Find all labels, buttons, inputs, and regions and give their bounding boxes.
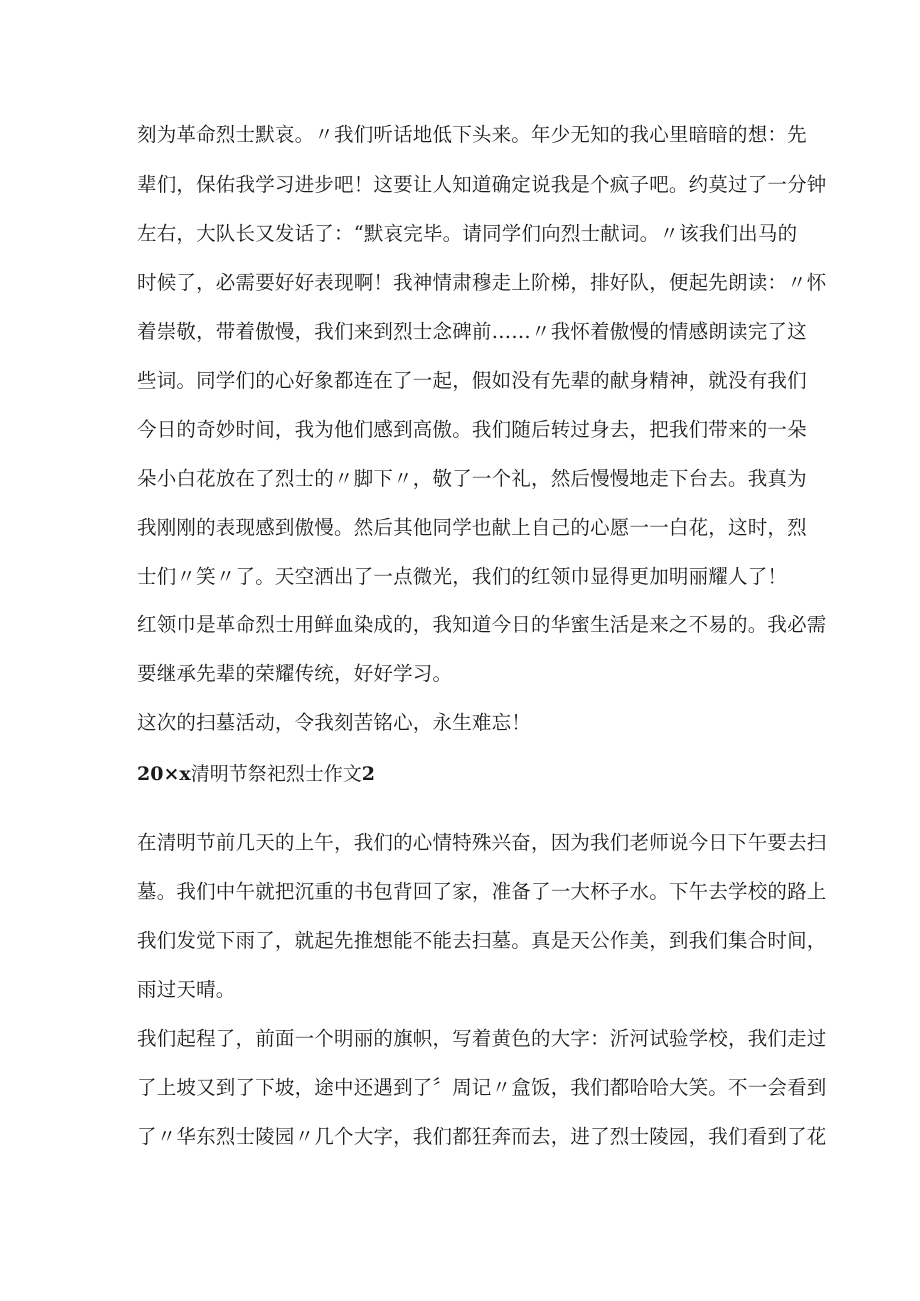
heading-title: 清明节祭祀烈士作文 xyxy=(190,763,362,785)
text-line: 时候了，必需要好好表现啊！我神情肃穆走上阶梯，排好队，便起先朗读：〃怀 xyxy=(137,271,827,294)
text-line: 雨过天晴。 xyxy=(137,978,236,1001)
text-line: 我们起程了，前面一个明丽的旗帜，写着黄色的大字：沂河试验学校，我们走过 xyxy=(137,1027,827,1050)
text-line: 这次的扫墓活动，令我刻苦铭心，永生难忘！ xyxy=(137,711,532,734)
text-line: 在清明节前几天的上午，我们的心情特殊兴奋，因为我们老师说今日下午要去扫 xyxy=(137,831,827,854)
text-line: 我们发觉下雨了，就起先推想能不能去扫墓。真是天公作美，到我们集合时间， xyxy=(137,929,827,952)
text-line: 左右，大队长又发话了：“默哀完毕。请同学们向烈士献词。〃该我们出马的 xyxy=(137,222,798,245)
text-line: 墓。我们中午就把沉重的书包背回了家，准备了一大杯子水。下午去学校的路上 xyxy=(137,880,827,903)
text-line: 些词。同学们的心好象都连在了一起，假如没有先辈的献身精神，就没有我们 xyxy=(137,369,807,392)
text-line: 了〃华东烈士陵园〃几个大字，我们都狂奔而去，进了烈士陵园，我们看到了花 xyxy=(137,1125,827,1148)
text-line: 着崇敬，带着傲慢，我们来到烈士念碑前……〃我怀着傲慢的情感朗读完了这 xyxy=(137,320,807,343)
text-line: 朵小白花放在了烈士的〃脚下〃，敬了一个礼，然后慢慢地走下台去。我真为 xyxy=(137,467,807,490)
section-heading xyxy=(137,761,375,787)
text-line: 了上坡又到了下坡，途中还遇到了〞周记〃盒饭，我们都哈哈大笑。不一会看到 xyxy=(137,1076,827,1099)
text-line: 要继承先辈的荣耀传统，好好学习。 xyxy=(137,662,453,685)
text-line: 士们〃笑〃了。天空洒出了一点微光，我们的红领巾显得更加明丽耀人了！ xyxy=(137,565,788,588)
text-line: 我刚刚的表现感到傲慢。然后其他同学也献上自己的心愿一一白花，这时，烈 xyxy=(137,516,807,539)
text-line: 刻为革命烈士默哀。〃我们听话地低下头来。年少无知的我心里暗暗的想：先 xyxy=(137,123,807,146)
text-line: 今日的奇妙时间，我为他们感到高傲。我们随后转过身去，把我们带来的一朵 xyxy=(137,418,807,441)
heading-prefix: 20×x xyxy=(137,763,191,785)
text-line: 红领巾是革命烈士用鲜血染成的，我知道今日的华蜜生活是来之不易的。我必需 xyxy=(137,613,827,636)
heading-number: 2 xyxy=(361,763,375,785)
text-line: 辈们，保佑我学习进步吧！这要让人知道确定说我是个疯子吧。约莫过了一分钟 xyxy=(137,173,827,196)
